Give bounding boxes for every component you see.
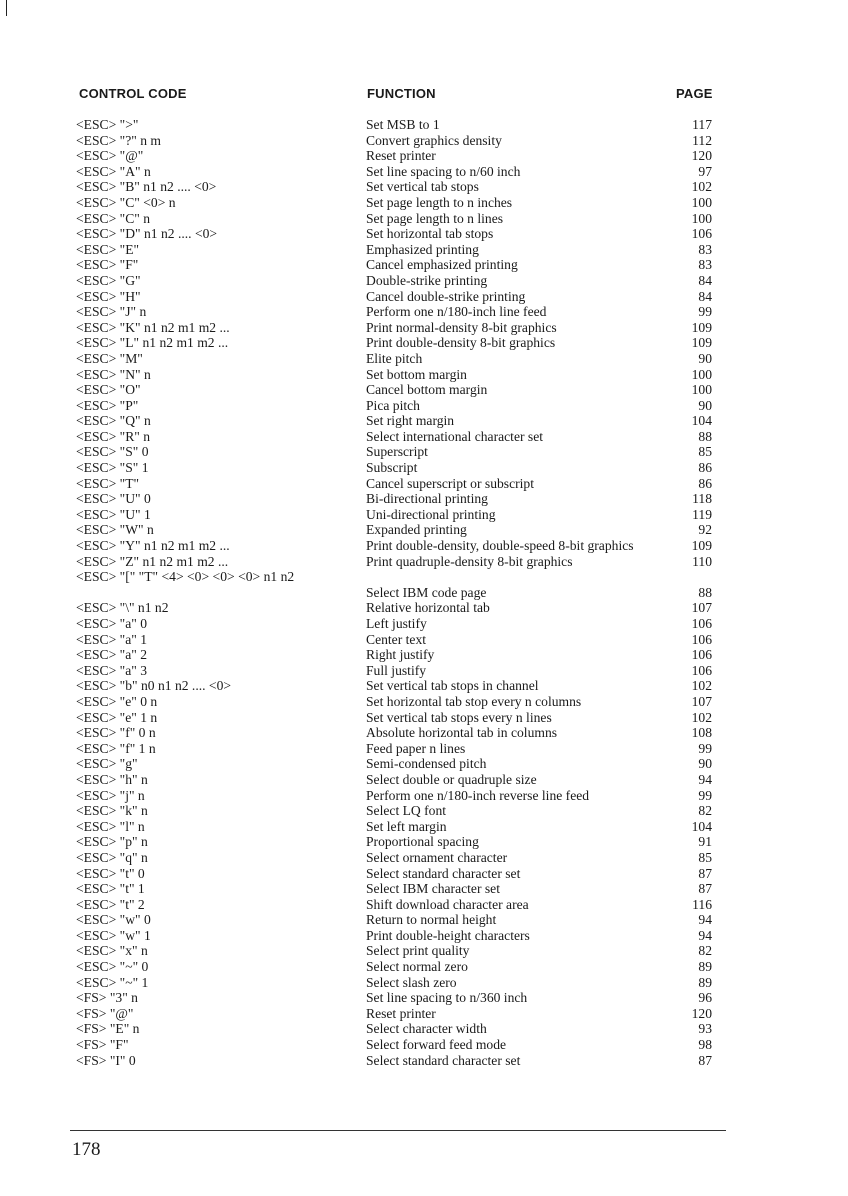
control-code: <FS> "3" n: [76, 990, 138, 1006]
function-text: Shift download character area: [366, 896, 529, 912]
function-text: Set vertical tab stops: [366, 179, 479, 195]
table-row: [0, 476, 848, 492]
control-code: <ESC> "E": [76, 241, 140, 257]
page-ref: 104: [691, 413, 712, 429]
control-code: <ESC> "f" 1 n: [76, 740, 156, 756]
table-row: [0, 164, 848, 180]
table-row: [0, 148, 848, 164]
function-text: Set horizontal tab stop every n columns: [366, 693, 582, 709]
page-ref: 109: [691, 538, 712, 554]
control-code: <ESC> "?" n m: [76, 132, 161, 148]
control-code: <ESC> "e" 0 n: [76, 693, 158, 709]
page-ref: 90: [698, 397, 712, 413]
function-text: Proportional spacing: [366, 834, 479, 850]
function-text: Double-strike printing: [366, 272, 488, 288]
page-ref: 87: [698, 881, 712, 897]
control-code: <ESC> "a" 3: [76, 662, 147, 678]
table-row: [0, 242, 848, 258]
page-ref: 102: [691, 709, 712, 725]
control-code: <ESC> "Z" n1 n2 m1 m2 ...: [76, 553, 229, 569]
control-code: <ESC> "\" n1 n2: [76, 600, 169, 616]
function-text: Emphasized printing: [366, 241, 479, 257]
control-code: <ESC> ">": [76, 117, 139, 132]
table-row: [0, 554, 848, 570]
table-row: [0, 1006, 848, 1022]
page-ref: 90: [698, 350, 712, 366]
function-text: Set right margin: [366, 413, 455, 429]
control-code: <ESC> "j" n: [76, 787, 145, 803]
table-row: [0, 351, 848, 367]
control-code: <ESC> "~" 1: [76, 974, 149, 990]
page-ref: 90: [698, 756, 712, 772]
control-code: <ESC> "U" 1: [76, 506, 151, 522]
control-code: <ESC> "S" 1: [76, 460, 149, 476]
table-row: [0, 398, 848, 414]
control-code: <ESC> "J" n: [76, 304, 147, 320]
table-row: [0, 819, 848, 835]
control-code: <ESC> "q" n: [76, 849, 148, 865]
page-ref: 107: [691, 693, 712, 709]
page-ref: 119: [692, 506, 712, 522]
control-code: <ESC> "l" n: [76, 818, 145, 834]
page-ref: 94: [698, 927, 712, 943]
page-ref: 82: [698, 943, 712, 959]
function-text: Print double-density 8-bit graphics: [366, 335, 556, 351]
control-code: <ESC> "K" n1 n2 m1 m2 ...: [76, 319, 230, 335]
function-text: Relative horizontal tab: [366, 600, 490, 616]
page-ref: 106: [691, 616, 712, 631]
table-row: [0, 834, 848, 850]
function-text: Set page length to n lines: [366, 210, 504, 226]
page-ref: 94: [698, 912, 712, 928]
function-text: Select character width: [366, 1021, 487, 1037]
control-code-table: [0, 117, 848, 1068]
table-row: [0, 257, 848, 273]
page-ref: 100: [691, 194, 712, 210]
table-row: [0, 1021, 848, 1037]
control-code: <ESC> "U" 0: [76, 491, 151, 507]
table-row: [0, 429, 848, 445]
page-ref: 104: [691, 818, 712, 834]
table-row: [0, 694, 848, 710]
page-ref: 88: [698, 584, 712, 600]
table-row: [0, 772, 848, 788]
function-text: Set bottom margin: [366, 366, 467, 382]
function-text: Pica pitch: [366, 397, 420, 413]
control-code: <ESC> "g": [76, 756, 138, 772]
page-ref: 116: [692, 896, 712, 912]
control-code: <ESC> "e" 1 n: [76, 709, 158, 725]
function-text: Set line spacing to n/360 inch: [366, 990, 528, 1006]
page-ref: 99: [698, 740, 712, 756]
table-row: [0, 320, 848, 336]
page-ref: 83: [698, 241, 712, 257]
table-row: [0, 444, 848, 460]
page-ref: 87: [698, 865, 712, 881]
table-row: [0, 367, 848, 383]
page-ref: 106: [691, 631, 712, 647]
page-ref: 99: [698, 304, 712, 320]
table-row: [0, 943, 848, 959]
table-row: [0, 522, 848, 538]
page-ref: 109: [691, 319, 712, 335]
column-header-page: PAGE: [676, 86, 713, 101]
page-ref: 102: [691, 179, 712, 195]
page-ref: 117: [692, 117, 712, 132]
table-row: [0, 211, 848, 227]
table-row: [0, 928, 848, 944]
function-text: Absolute horizontal tab in columns: [366, 725, 558, 741]
function-text: Cancel double-strike printing: [366, 288, 526, 304]
page-ref: 89: [698, 959, 712, 975]
table-row: [0, 897, 848, 913]
table-row: [0, 632, 848, 648]
page-ref: 89: [698, 974, 712, 990]
column-header-control-code: CONTROL CODE: [79, 86, 187, 101]
control-code: <ESC> "a" 1: [76, 631, 147, 647]
function-text: Set vertical tab stops in channel: [366, 678, 539, 694]
function-text: Select LQ font: [366, 803, 447, 819]
table-row: [0, 616, 848, 632]
page-ref: 85: [698, 444, 712, 460]
page-ref: 83: [698, 257, 712, 273]
table-row: [0, 881, 848, 897]
control-code: <ESC> "C" <0> n: [76, 194, 176, 210]
table-row: [0, 179, 848, 195]
control-code: <ESC> "B" n1 n2 .... <0>: [76, 179, 217, 195]
function-text: Print quadruple-density 8-bit graphics: [366, 553, 573, 569]
function-text: Set line spacing to n/60 inch: [366, 163, 521, 179]
control-code: <FS> "@": [76, 1005, 134, 1021]
table-row: [0, 756, 848, 772]
page-ref: 84: [698, 288, 712, 304]
function-text: Print normal-density 8-bit graphics: [366, 319, 557, 335]
table-row: [0, 990, 848, 1006]
table-row: [0, 850, 848, 866]
page-ref: 98: [698, 1037, 712, 1053]
control-code: <ESC> "O": [76, 382, 141, 398]
function-text: Convert graphics density: [366, 132, 502, 148]
function-text: Select forward feed mode: [366, 1037, 507, 1053]
table-row: [0, 195, 848, 211]
function-text: Print double-height characters: [366, 927, 530, 943]
table-row: [0, 226, 848, 242]
control-code: <ESC> "Y" n1 n2 m1 m2 ...: [76, 538, 230, 554]
control-code: <ESC> "H": [76, 288, 141, 304]
function-text: Select normal zero: [366, 959, 468, 975]
page-ref: 100: [691, 210, 712, 226]
control-code: <ESC> "C" n: [76, 210, 151, 226]
table-row: [0, 569, 848, 585]
function-text: Center text: [366, 631, 427, 647]
function-text: Left justify: [366, 616, 427, 631]
function-text: Subscript: [366, 460, 418, 476]
page-ref: 107: [691, 600, 712, 616]
function-text: Feed paper n lines: [366, 740, 466, 756]
function-text: Return to normal height: [366, 912, 497, 928]
page-ref: 118: [692, 491, 712, 507]
table-row: [0, 975, 848, 991]
function-text: Select IBM code page: [366, 584, 487, 600]
function-text: Select standard character set: [366, 865, 521, 881]
function-text: Expanded printing: [366, 522, 467, 538]
function-text: Reset printer: [366, 148, 436, 164]
table-row: [0, 803, 848, 819]
table-row: [0, 289, 848, 305]
page-ref: 92: [698, 522, 712, 538]
control-code: <ESC> "[" "T" <4> <0> <0> <0> n1 n2: [76, 569, 295, 585]
table-row: [0, 678, 848, 694]
table-row: [0, 507, 848, 523]
column-header-function: FUNCTION: [367, 86, 436, 101]
control-code: <FS> "I" 0: [76, 1052, 136, 1068]
control-code: <ESC> "t" 2: [76, 896, 145, 912]
table-row: [0, 647, 848, 663]
page-ref: 91: [698, 834, 712, 850]
footer-rule: [70, 1130, 726, 1131]
function-text: Cancel superscript or subscript: [366, 475, 534, 491]
function-text: Full justify: [366, 662, 427, 678]
page-ref: 120: [691, 148, 712, 164]
table-row: [0, 304, 848, 320]
table-row: [0, 491, 848, 507]
function-text: Set page length to n inches: [366, 194, 513, 210]
function-text: Select print quality: [366, 943, 470, 959]
page-ref: 93: [698, 1021, 712, 1037]
control-code: <ESC> "D" n1 n2 .... <0>: [76, 226, 218, 242]
page-ref: 109: [691, 335, 712, 351]
control-code: <ESC> "S" 0: [76, 444, 149, 460]
table-row: [0, 133, 848, 149]
function-text: Print double-density, double-speed 8-bit graphics: [366, 538, 634, 554]
control-code: <ESC> "f" 0 n: [76, 725, 156, 741]
control-code: <ESC> "b" n0 n1 n2 .... <0>: [76, 678, 232, 694]
page-ref: 94: [698, 771, 712, 787]
table-row: [0, 538, 848, 554]
table-row: [0, 1053, 848, 1069]
function-text: Select international character set: [366, 428, 544, 444]
table-row: [0, 725, 848, 741]
page-ref: 100: [691, 382, 712, 398]
page-ref: 108: [691, 725, 712, 741]
table-row: [0, 413, 848, 429]
function-text: Select double or quadruple size: [366, 771, 537, 787]
control-code: <ESC> "w" 0: [76, 912, 151, 928]
table-row: [0, 663, 848, 679]
page-ref: 106: [691, 226, 712, 242]
table-row: [0, 117, 848, 133]
function-text: Set left margin: [366, 818, 447, 834]
page-ref: 88: [698, 428, 712, 444]
function-text: Set MSB to 1: [366, 117, 440, 132]
margin-mark: [6, 0, 7, 16]
control-code: <ESC> "M": [76, 350, 143, 366]
page-ref: 82: [698, 803, 712, 819]
control-code: <ESC> "t" 0: [76, 865, 145, 881]
control-code: <ESC> "t" 1: [76, 881, 145, 897]
control-code: <ESC> "Q" n: [76, 413, 151, 429]
function-text: Uni-directional printing: [366, 506, 496, 522]
table-row: [0, 710, 848, 726]
control-code: <ESC> "p" n: [76, 834, 148, 850]
function-text: Perform one n/180-inch reverse line feed: [366, 787, 590, 803]
page-ref: 120: [691, 1005, 712, 1021]
control-code: <ESC> "P": [76, 397, 139, 413]
function-text: Set vertical tab stops every n lines: [366, 709, 552, 725]
page-ref: 85: [698, 849, 712, 865]
control-code: <ESC> "a" 2: [76, 647, 147, 663]
table-row: [0, 335, 848, 351]
function-text: Elite pitch: [366, 350, 423, 366]
page-ref: 106: [691, 662, 712, 678]
control-code: <ESC> "W" n: [76, 522, 154, 538]
table-row: [0, 912, 848, 928]
control-code: <ESC> "h" n: [76, 771, 148, 787]
table-row: [0, 600, 848, 616]
control-code: <ESC> "F": [76, 257, 139, 273]
function-text: Set horizontal tab stops: [366, 226, 494, 242]
table-row: [0, 788, 848, 804]
table-row: [0, 382, 848, 398]
table-row: [0, 585, 848, 601]
control-code: <ESC> "x" n: [76, 943, 148, 959]
page-ref: 106: [691, 647, 712, 663]
function-text: Semi-condensed pitch: [366, 756, 487, 772]
control-code: <FS> "E" n: [76, 1021, 140, 1037]
table-row: [0, 866, 848, 882]
control-code: <ESC> "R" n: [76, 428, 151, 444]
control-code: <ESC> "w" 1: [76, 927, 151, 943]
page-number: 178: [72, 1139, 101, 1160]
function-text: Superscript: [366, 444, 428, 460]
table-row: [0, 741, 848, 757]
page-ref: 96: [698, 990, 712, 1006]
table-row: [0, 1037, 848, 1053]
page-ref: 87: [698, 1052, 712, 1068]
page-ref: 102: [691, 678, 712, 694]
function-text: Perform one n/180-inch line feed: [366, 304, 547, 320]
page-ref: 100: [691, 366, 712, 382]
page-ref: 110: [692, 553, 712, 569]
page-ref: 84: [698, 272, 712, 288]
table-row: [0, 273, 848, 289]
page-ref: 86: [698, 475, 712, 491]
control-code: <ESC> "T": [76, 475, 140, 491]
function-text: Reset printer: [366, 1005, 436, 1021]
function-text: Select slash zero: [366, 974, 457, 990]
function-text: Right justify: [366, 647, 435, 663]
page-ref: 112: [692, 132, 712, 148]
page-ref: 99: [698, 787, 712, 803]
control-code: <ESC> "~" 0: [76, 959, 149, 975]
control-code: <ESC> "N" n: [76, 366, 151, 382]
table-row: [0, 460, 848, 476]
function-text: Cancel emphasized printing: [366, 257, 518, 273]
control-code: <ESC> "a" 0: [76, 616, 147, 631]
table-row: [0, 959, 848, 975]
page-ref: 86: [698, 460, 712, 476]
page-ref: 97: [698, 163, 712, 179]
control-code: <ESC> "k" n: [76, 803, 148, 819]
function-text: Select IBM character set: [366, 881, 500, 897]
function-text: Select ornament character: [366, 849, 508, 865]
function-text: Bi-directional printing: [366, 491, 488, 507]
control-code: <ESC> "L" n1 n2 m1 m2 ...: [76, 335, 229, 351]
function-text: Cancel bottom margin: [366, 382, 488, 398]
control-code: <FS> "F": [76, 1037, 129, 1053]
control-code: <ESC> "@": [76, 148, 144, 164]
control-code: <ESC> "G": [76, 272, 141, 288]
control-code: <ESC> "A" n: [76, 163, 151, 179]
function-text: Select standard character set: [366, 1052, 521, 1068]
